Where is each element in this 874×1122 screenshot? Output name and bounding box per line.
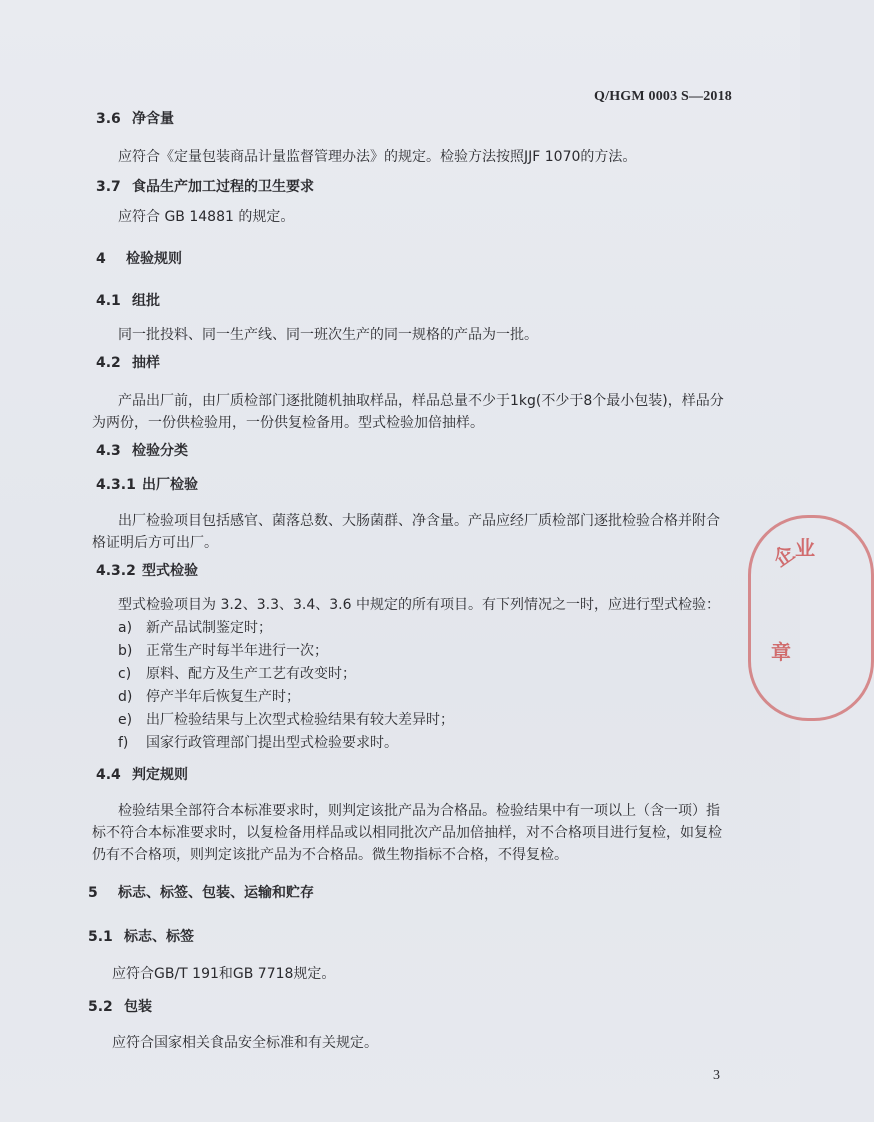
- list-text: 出厂检验结果与上次型式检验结果有较大差异时；: [146, 712, 454, 728]
- list-item: [118, 686, 300, 706]
- section-number: 4.3.1: [96, 477, 136, 493]
- section-title: 包装: [124, 999, 152, 1015]
- list-item: [118, 663, 356, 683]
- section-number: 4.3.2: [96, 563, 136, 579]
- section-title: 检验规则: [126, 251, 182, 267]
- section-4-1-heading: [96, 290, 160, 310]
- list-marker: b): [118, 643, 133, 659]
- section-5-heading: [88, 882, 314, 902]
- section-4-2-line-1: 产品出厂前，由厂质检部门逐批随机抽取样品，样品总量不少于1kg(不少于8个最小包装)，样品分: [118, 393, 724, 409]
- section-5-2-heading: [88, 996, 152, 1016]
- section-4-3-1-line-1: 出厂检验项目包括感官、菌落总数、大肠菌群、净含量。产品应经厂质检部门逐批检验合格并附合: [118, 513, 720, 529]
- list-marker: a): [118, 620, 133, 636]
- section-title: 判定规则: [132, 767, 188, 783]
- section-4-3-1-heading: [96, 474, 198, 494]
- section-4-4-line-1: 检验结果全部符合本标准要求时，则判定该批产品为合格品。检验结果中有一项以上（含一项）指: [118, 803, 720, 819]
- list-marker: e): [118, 712, 133, 728]
- section-4-3-heading: [96, 440, 188, 460]
- section-title: 标志、标签、包装、运输和贮存: [118, 885, 314, 901]
- section-4-3-2-heading: [96, 560, 198, 580]
- section-4-4-heading: [96, 764, 188, 784]
- list-marker: c): [118, 666, 132, 682]
- list-text: 原料、配方及生产工艺有改变时；: [146, 666, 356, 682]
- section-4-2-line-2: 为两份，一份供检验用，一份供复检备用。型式检验加倍抽样。: [92, 415, 484, 431]
- list-item: [118, 732, 398, 752]
- section-3-6-text: 应符合《定量包装商品计量监督管理办法》的规定。检验方法按照JJF 1070的方法。: [118, 149, 637, 165]
- section-4-3-2-intro: 型式检验项目为 3.2、3.3、3.4、3.6 中规定的所有项目。有下列情况之一时，应进行型式检验：: [118, 597, 720, 613]
- seal-char: 业: [795, 536, 815, 560]
- section-number: 5.2: [88, 999, 113, 1015]
- section-3-7-text: 应符合 GB 14881 的规定。: [118, 209, 295, 225]
- list-item: [118, 617, 272, 637]
- seal-char: 章: [771, 640, 791, 664]
- section-number: 4.2: [96, 355, 121, 371]
- list-text: 新产品试制鉴定时；: [146, 620, 272, 636]
- section-number: 4.4: [96, 767, 121, 783]
- section-3-7-heading: [96, 176, 314, 196]
- list-marker: d): [118, 689, 133, 705]
- list-marker: f): [118, 735, 129, 751]
- standard-code: Q/HGM 0003 S—2018: [594, 89, 732, 104]
- section-4-4-line-3: 仍有不合格项，则判定该批产品为不合格品。微生物指标不合格，不得复检。: [92, 847, 568, 863]
- list-text: 停产半年后恢复生产时；: [146, 689, 300, 705]
- seal-char: 企: [768, 540, 799, 572]
- section-number: 5: [88, 885, 98, 901]
- official-seal: [748, 515, 874, 721]
- section-number: 4.1: [96, 293, 121, 309]
- section-5-1-heading: [88, 926, 194, 946]
- section-number: 3.6: [96, 111, 121, 127]
- section-title: 组批: [132, 293, 160, 309]
- page-number: 3: [713, 1068, 720, 1083]
- list-text: 国家行政管理部门提出型式检验要求时。: [146, 735, 398, 751]
- section-title: 型式检验: [142, 563, 198, 579]
- section-4-heading: [96, 248, 182, 268]
- section-title: 食品生产加工过程的卫生要求: [132, 179, 314, 195]
- section-5-1-text: 应符合GB/T 191和GB 7718规定。: [112, 966, 336, 982]
- section-number: 5.1: [88, 929, 113, 945]
- section-title: 抽样: [132, 355, 160, 371]
- section-number: 4: [96, 251, 106, 267]
- list-item: [118, 709, 454, 729]
- section-3-6-heading: [96, 108, 174, 128]
- list-item: [118, 640, 328, 660]
- section-title: 出厂检验: [142, 477, 198, 493]
- section-4-4-line-2: 标不符合本标准要求时，以复检备用样品或以相同批次产品加倍抽样，对不合格项目进行复检，如复检: [92, 825, 722, 841]
- section-4-1-text: 同一批投料、同一生产线、同一班次生产的同一规格的产品为一批。: [118, 327, 538, 343]
- section-title: 标志、标签: [124, 929, 194, 945]
- list-text: 正常生产时每半年进行一次；: [146, 643, 328, 659]
- section-4-2-heading: [96, 352, 160, 372]
- section-5-2-text: 应符合国家相关食品安全标准和有关规定。: [112, 1035, 378, 1051]
- section-number: 4.3: [96, 443, 121, 459]
- section-number: 3.7: [96, 179, 121, 195]
- section-title: 净含量: [132, 111, 174, 127]
- section-4-3-1-line-2: 格证明后方可出厂。: [92, 535, 218, 551]
- section-title: 检验分类: [132, 443, 188, 459]
